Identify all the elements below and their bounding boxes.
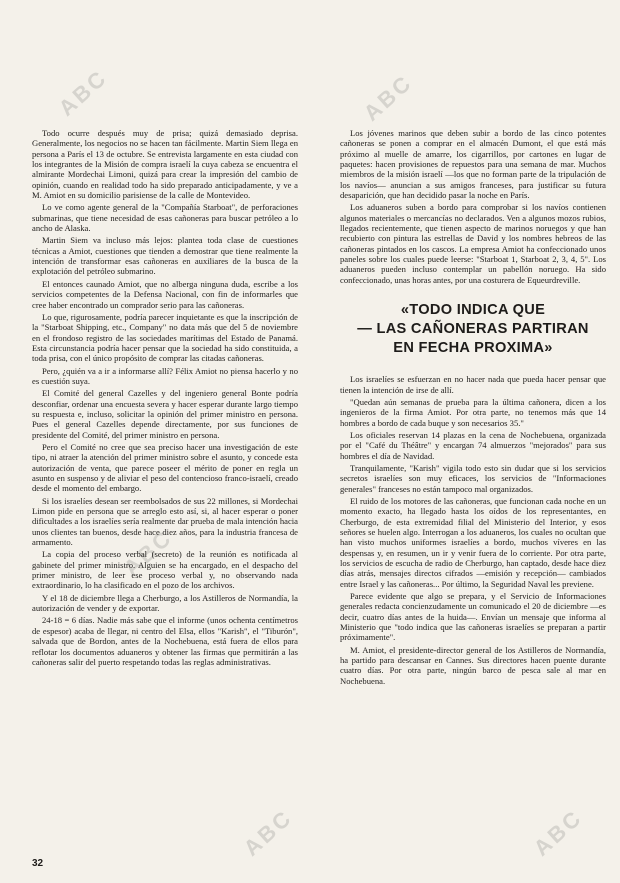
watermark: ABC (358, 69, 418, 126)
paragraph: M. Amiot, el presidente-director general de los Astilleros de Normandía, ha partido para descansar en Cannes. Sus directores hacen puente durante cuatro días. Por otra parte, ningún barco de pesca sale al mar en Nochebuena. (340, 644, 606, 686)
paragraph: La copia del proceso verbal (secreto) de la reunión es notificada al gabinete del primer ministro. Alguien se ha encargado, en el despacho del primer ministro, de leer ese proceso verbal y, no observando nada extraordinario, lo ha clasificado en el pozo de los archivos. (32, 549, 298, 591)
headline-line: «TODO INDICA QUE (400, 302, 546, 319)
paragraph: Y el 18 de diciembre llega a Cherburgo, a los Astilleros de Normandía, la autorización de vender y de exportar. (32, 592, 298, 614)
paragraph: El entonces caunado Amiot, que no alberga ninguna duda, escribe a los servicios competentes de la Defensa Nacional, con fin de informarles que cree haber encontrado un comprador serio para las cañoneras. (32, 278, 298, 310)
paragraph: "Quedan aún semanas de prueba para la última cañonera, dicen a los ingenieros de la firma Amiot. Por otra parte, no tenemos más que 14 hombres a bordo de cada buque y son necesarios 35." (340, 396, 606, 428)
paragraph: Los jóvenes marinos que deben subir a bordo de las cinco potentes cañoneras se ponen a comprar en el almacén Dumont, el que está más próximo al muelle de amarre, los cigarrillos, por cartones en lugar de paquetes: hacen provisiones de repuestos para una semana de mar. Muchos miembros de la misión israelí —los que no forman parte de la tripulación de los navíos— anuncian a sus amigos franceses, para justificar su futura desaparición, que han decidido pasar la noche en París. (340, 128, 606, 201)
paragraph: Pero, ¿quién va a ir a informarse allí? Félix Amiot no piensa hacerlo y no es cuestión suya. (32, 365, 298, 386)
headline-line: — LAS CAÑONERAS PARTIRAN (357, 321, 589, 338)
section-headline (340, 301, 606, 358)
paragraph: Todo ocurre después muy de prisa; quizá demasiado deprisa. Generalmente, los negocios no se hacen tan fácilmente. Martin Siem llega en persona a París el 13 de octubre. Se entrevista largamente en esta ciudad con los integrantes de la Misión de compra israelí la cuya cabeza se encuentra el almirante Mordechai Limoni, quizá para crear la impresión del cambio de opinión, cuando en realidad todo ha sido preparado anticipadamente, y ve a M. Amiot en su domicilio parisiense de la calle de Montevideo. (32, 128, 298, 201)
paragraph: Si los israelíes desean ser reembolsados de sus 22 millones, si Mordechai Limon pide en persona que se arreglo esto así, si, al hacer esperar o poner dificultades a los israelíes sería realmente dar prueba de mala intención hacia unos clientes tan buenos, desde hace diez años, para la industria francesa de armamento. (32, 495, 298, 548)
watermark: ABC (238, 804, 298, 861)
paragraph: Tranquilamente, "Karish" vigila todo esto sin dudar que si los servicios secretos israelíes son muy eficaces, los servicios de "Informaciones generales" franceses no están tampoco mal organizados. (340, 462, 606, 494)
paragraph: Pero el Comité no cree que sea preciso hacer una investigación de este tipo, ni atraer la atención del primer ministro sobre el asunto, y concede esta autorización de venta, que parece poseer el mérito de poner en regla un asunto en suspenso y de aliviar el peso del contencioso franco-israelí, creado desde el momento del embargo. (32, 441, 298, 494)
paragraph: El Comité del general Cazelles y del ingeniero general Bonte podría desconfiar, ordenar una encuesta severa y hacer esperar durante largo tiempo su respuesta e, incluso, solicitar la opinión del primer ministro en persona. Pues el general Cazelles depende directamente, por sus funciones de presidente del Comité, del primer ministro en persona. (32, 388, 298, 440)
left-column (32, 128, 298, 669)
paragraph: Los aduaneros suben a bordo para comprobar si los navíos contienen algunos materiales o mercancías no declarados. Ven a algunos mozos rubios, llegados recientemente, que tienen aspecto de marinos noruegos y que han recubierto con pintura las estrellas de David y los nombres hebreos de las cañoneras pintados en los cascos. La empresa Amiot ha confeccionado unos paneles sobre los cuales puede leerse: "Starboat 1, Starboat 2, 3, 4, 5". Los aduaneros pueden incluso contemplar un pabellón noruego. Ha sido confeccionado, unas horas antes, por una costurera de Equeurdreville. (340, 202, 606, 285)
headline-line: EN FECHA PROXIMA» (393, 340, 553, 357)
page-number: 32 (32, 858, 44, 869)
paragraph: Parece evidente que algo se prepara, y el Servicio de Informaciones generales redacta concienzudamente un comunicado el 20 de diciembre —es decir, cuatro días antes de la huida—. Envían un mensaje que informa al Ministerio que "todo indica que las cañoneras israelíes se preparan a partir próximamente". (340, 591, 606, 643)
paragraph: Martin Siem va incluso más lejos: plantea toda clase de cuestiones técnicas a Amiot, cuestiones que tienden a demostrar que tiene realmente la intención de transformar esas cañoneras en auxiliares de la busca de la explotación del petróleo submarino. (32, 235, 298, 277)
watermark: ABC (118, 524, 178, 581)
right-column (340, 128, 606, 688)
paragraph: 24-18 = 6 días. Nadie más sabe que el informe (unos ochenta centímetros de espesor) acaba de llegar, ni centro del Elsa, ellos "Karish", el "Tiburón", salvada que de Bordon, antes de la Nochebuena, está fuera de ellos para reflotar los documentos aduaneros y obtener las firmas que permitirán a las cañoneras salir del puerto respetando todas las reglas administrativas. (32, 615, 298, 667)
paragraph: Lo que, rigurosamente, podría parecer inquietante es que la inscripción de la "Starboat Shipping, etc., Company" no data más que del 5 de noviembre en el frondoso registro de las sociedades marítimas del Estado de Panamá. Esta circunstancia podría hacer pensar que la sociedad ha sido constituida, a toda prisa, con el único propósito de comprar las citadas cañoneras. (32, 311, 298, 364)
paragraph: El ruido de los motores de las cañoneras, que funcionan cada noche en un momento exacto, ha llegado hasta los oídos de los representantes, en Cherburgo, de esta extremidad filial del Ministerio del Interior, y esos señores se huelen algo. Interrogan a los aduaneros, los cuales no ocultan que han visto muchos uniformes israelíes a bordo, muchos víveres en las despensas y, en resumen, un ir y venir fuera de lo corriente. Por otra parte, los servicios de escucha de radio de Cherburgo, han captado, desde hace diez días atrás, mensajes directos cifrados —emisión y recepción— cambiados entre Israel y las cañoneras... Por último, la Seguridad Naval les previene. (340, 495, 606, 589)
watermark: ABC (53, 64, 113, 121)
paragraph: Los israelíes se esfuerzan en no hacer nada que pueda hacer pensar que tienen la intención de irse de allí. (340, 374, 606, 395)
watermark: ABC (528, 804, 588, 861)
paragraph: Lo ve como agente general de la "Compañía Starboat", de perforaciones submarinas, que tiene necesidad de esas cañoneras para buscar petróleo a lo ancho de Alaska. (32, 202, 298, 234)
paragraph: Los oficiales reservan 14 plazas en la cena de Nochebuena, organizada por el "Café du Théâtre" y encargan 74 almuerzos "mejorados" para sus hombres el día de Navidad. (340, 429, 606, 461)
